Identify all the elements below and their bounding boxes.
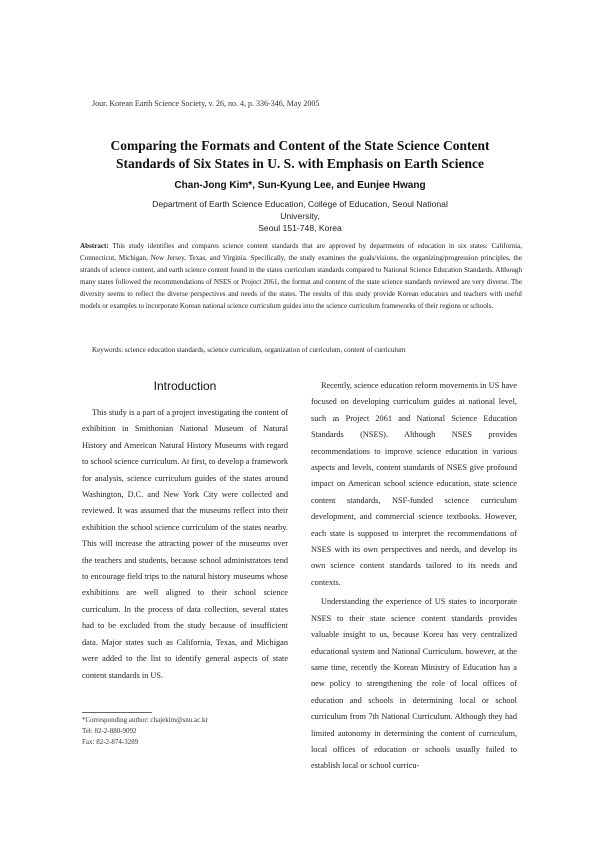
abstract-text: This study identifies and compares science content standards that are approved by departments of education in six states: California, Connecticut, Michigan, New Jersey, Texas, and Virginia. Specifically, the study examines the goals/visions, the organizing/progression principles, the strands of science content, and earth science content found in the states curriculum standards compared to National Science Education Standards. Although many states followed the recommendations of NSES or Project 2061, the format and content of the state science standards reviewed are very diverse. The diversity seems to reflect the diverse perspectives and needs of the states. The results of this study provide Korean educators and teachers with useful models or examples to incorporate Korean national science curriculum guides into the science curriculum frameworks of their regions or schools. bbox=[80, 242, 522, 310]
intro-paragraph-2: Recently, science education reform movements in US have focused on developing curriculum guides at national level, such as Project 2061 and National Science Education Standards (NSES). Although NSES provides recommendations to improve science education in various aspects and levels, content standards of NSES give profound impact on American school science education, state science content standards, NSF-funded science curriculum development, and commercial science textbooks. However, each state is supposed to interpret the recommendations of NSES with its own perspectives and needs, and develop its own science content standards tailored to its needs and contexts. bbox=[311, 381, 517, 587]
abstract bbox=[80, 241, 522, 312]
intro-paragraph-1: This study is a part of a project investigating the content of exhibition in Smithonian National Museum of Natural History and American Natural History Museums with regard to school science curriculum. At first, to develop a framework for analysis, science curriculum guides of the states around Washington, D.C. and New York City were collected and reviewed. It was assumed that the museums reflect into their exhibition the school science curriculum of the states nearby. This will increase the attracting power of the museums over the teachers and students, because school administrators tend to encourage field trips to the natural history museums whose exhibitions are well aligned to their school science curriculum. In the process of data collection, several states had to be excluded from the study because of insufficient data. Major states such as California, Texas, and Michigan were added to the list to identify general aspects of state content standards in US. bbox=[82, 408, 288, 680]
affiliation-line-1: Department of Earth Science Education, College of Education, Seoul National University, bbox=[152, 199, 448, 221]
affiliation-line-2: Seoul 151-748, Korea bbox=[258, 223, 342, 233]
journal-citation: Jour. Korean Earth Science Society, v. 26, no. 4, p. 336-346, May 2005 bbox=[92, 99, 320, 108]
left-column bbox=[82, 378, 288, 684]
fax: Fax: 82-2-874-3289 bbox=[82, 738, 139, 746]
title-line-1: Comparing the Formats and Content of the State Science Content bbox=[110, 138, 490, 153]
footnote bbox=[82, 712, 288, 748]
title-line-2: Standards of Six States in U. S. with Emphasis on Earth Science bbox=[116, 156, 484, 171]
footnote-rule bbox=[82, 712, 152, 713]
paper-title bbox=[60, 137, 540, 173]
author-list: Chan-Jong Kim*, Sun-Kyung Lee, and Eunjee Hwang bbox=[174, 180, 426, 191]
keywords: Keywords: science education standards, science curriculum, organization of curriculum, content of curriculum bbox=[92, 346, 406, 354]
introduction-heading: Introduction bbox=[153, 379, 217, 393]
affiliation bbox=[150, 198, 450, 234]
right-column bbox=[311, 378, 517, 775]
abstract-label: Abstract: bbox=[80, 242, 109, 250]
corresponding-author: *Corresponding author: chajekim@snu.ac.kr bbox=[82, 716, 208, 724]
telephone: Tel: 82-2-880-9092 bbox=[82, 727, 137, 735]
intro-paragraph-3: Understanding the experience of US states to incorporate NSES to their state science content standards provides valuable insight to us, because Korea has very centralized educational system and National Curriculum. however, at the same time, recently the Korean Ministry of Education has a new policy to strengthening the role of local offices of education and schools in determining local or school curriculum from 7th National Curriculum. Although they had limited autonomy in determining the content of curriculum, local offices of education or schools usually failed to establish local or school curricu- bbox=[311, 597, 517, 771]
